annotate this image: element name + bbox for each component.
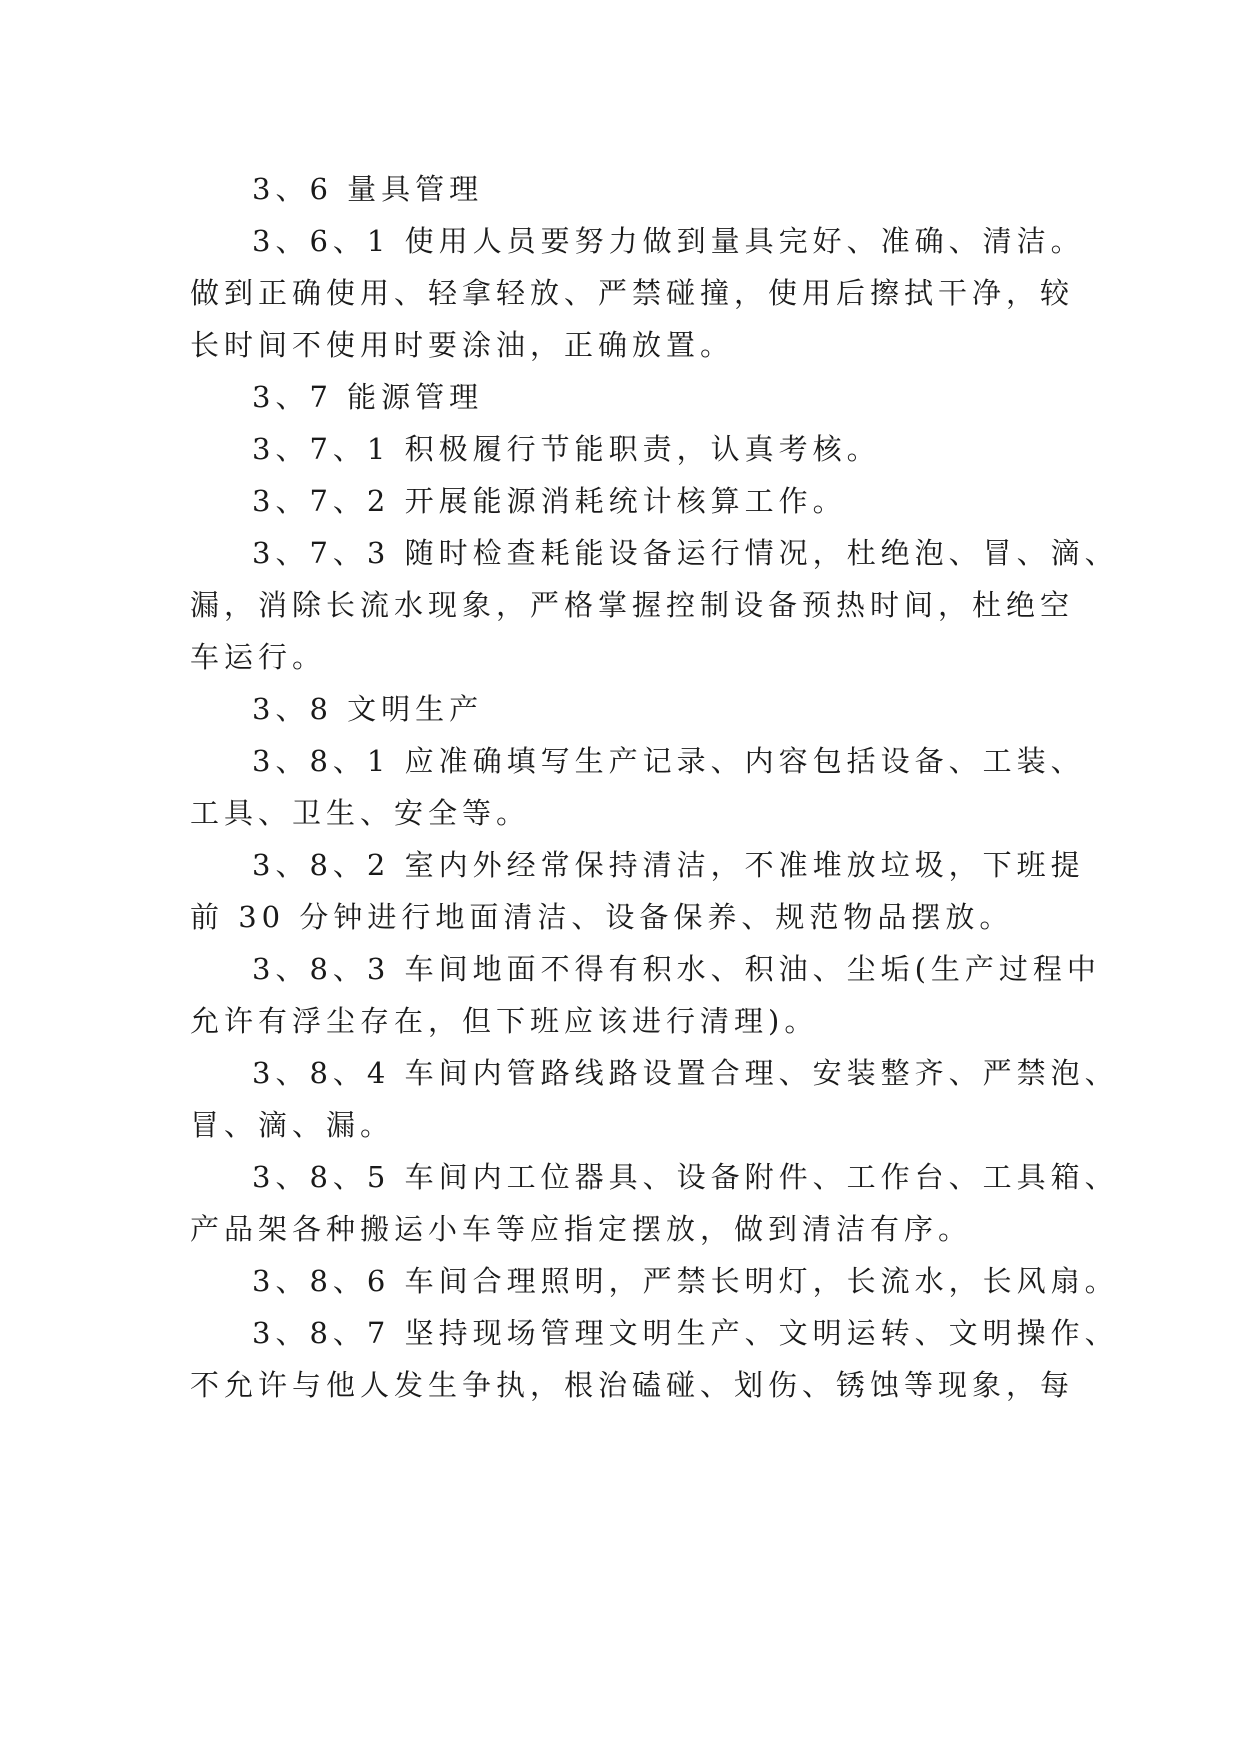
- paragraph-line: 3、7、1 积极履行节能职责，认真考核。: [252, 432, 881, 466]
- paragraph-line: 3、7、2 开展能源消耗统计核算工作。: [252, 484, 847, 518]
- paragraph-line: 做到正确使用、轻拿轻放、严禁碰撞，使用后擦拭干净，较: [190, 276, 1075, 310]
- section-heading-3-7: 3、7 能源管理: [252, 380, 484, 414]
- paragraph-line: 3、6、1 使用人员要努力做到量具完好、准确、清洁。: [252, 224, 1085, 258]
- paragraph-line: 3、8、1 应准确填写生产记录、内容包括设备、工装、: [252, 744, 1085, 778]
- paragraph-line: 3、8、5 车间内工位器具、设备附件、工作台、工具箱、: [252, 1160, 1119, 1194]
- paragraph-line: 3、7、3 随时检查耗能设备运行情况，杜绝泡、冒、滴、: [252, 536, 1119, 570]
- paragraph-line: 3、8、4 车间内管路线路设置合理、安装整齐、严禁泡、: [252, 1056, 1119, 1090]
- section-heading-3-8: 3、8 文明生产: [252, 692, 484, 726]
- paragraph-line: 3、8、3 车间地面不得有积水、积油、尘垢(生产过程中: [252, 952, 1101, 986]
- paragraph-line: 长时间不使用时要涂油，正确放置。: [190, 328, 735, 362]
- paragraph-line: 冒、滴、漏。: [190, 1108, 395, 1142]
- paragraph-line: 不允许与他人发生争执，根治磕碰、划伤、锈蚀等现象，每: [190, 1368, 1075, 1402]
- paragraph-line: 允许有浮尘存在，但下班应该进行清理)。: [190, 1004, 819, 1038]
- paragraph-line: 3、8、2 室内外经常保持清洁，不准堆放垃圾，下班提: [252, 848, 1085, 882]
- paragraph-line: 漏，消除长流水现象，严格掌握控制设备预热时间，杜绝空: [190, 588, 1075, 622]
- paragraph-line: 车运行。: [190, 640, 327, 674]
- section-heading-3-6: 3、6 量具管理: [252, 172, 484, 206]
- paragraph-line: 3、8、6 车间合理照明，严禁长明灯，长流水，长风扇。: [252, 1264, 1119, 1298]
- paragraph-line: 产品架各种搬运小车等应指定摆放，做到清洁有序。: [190, 1212, 973, 1246]
- paragraph-line: 3、8、7 坚持现场管理文明生产、文明运转、文明操作、: [252, 1316, 1119, 1350]
- paragraph-line: 前 30 分钟进行地面清洁、设备保养、规范物品摆放。: [190, 900, 1014, 934]
- paragraph-line: 工具、卫生、安全等。: [190, 796, 531, 830]
